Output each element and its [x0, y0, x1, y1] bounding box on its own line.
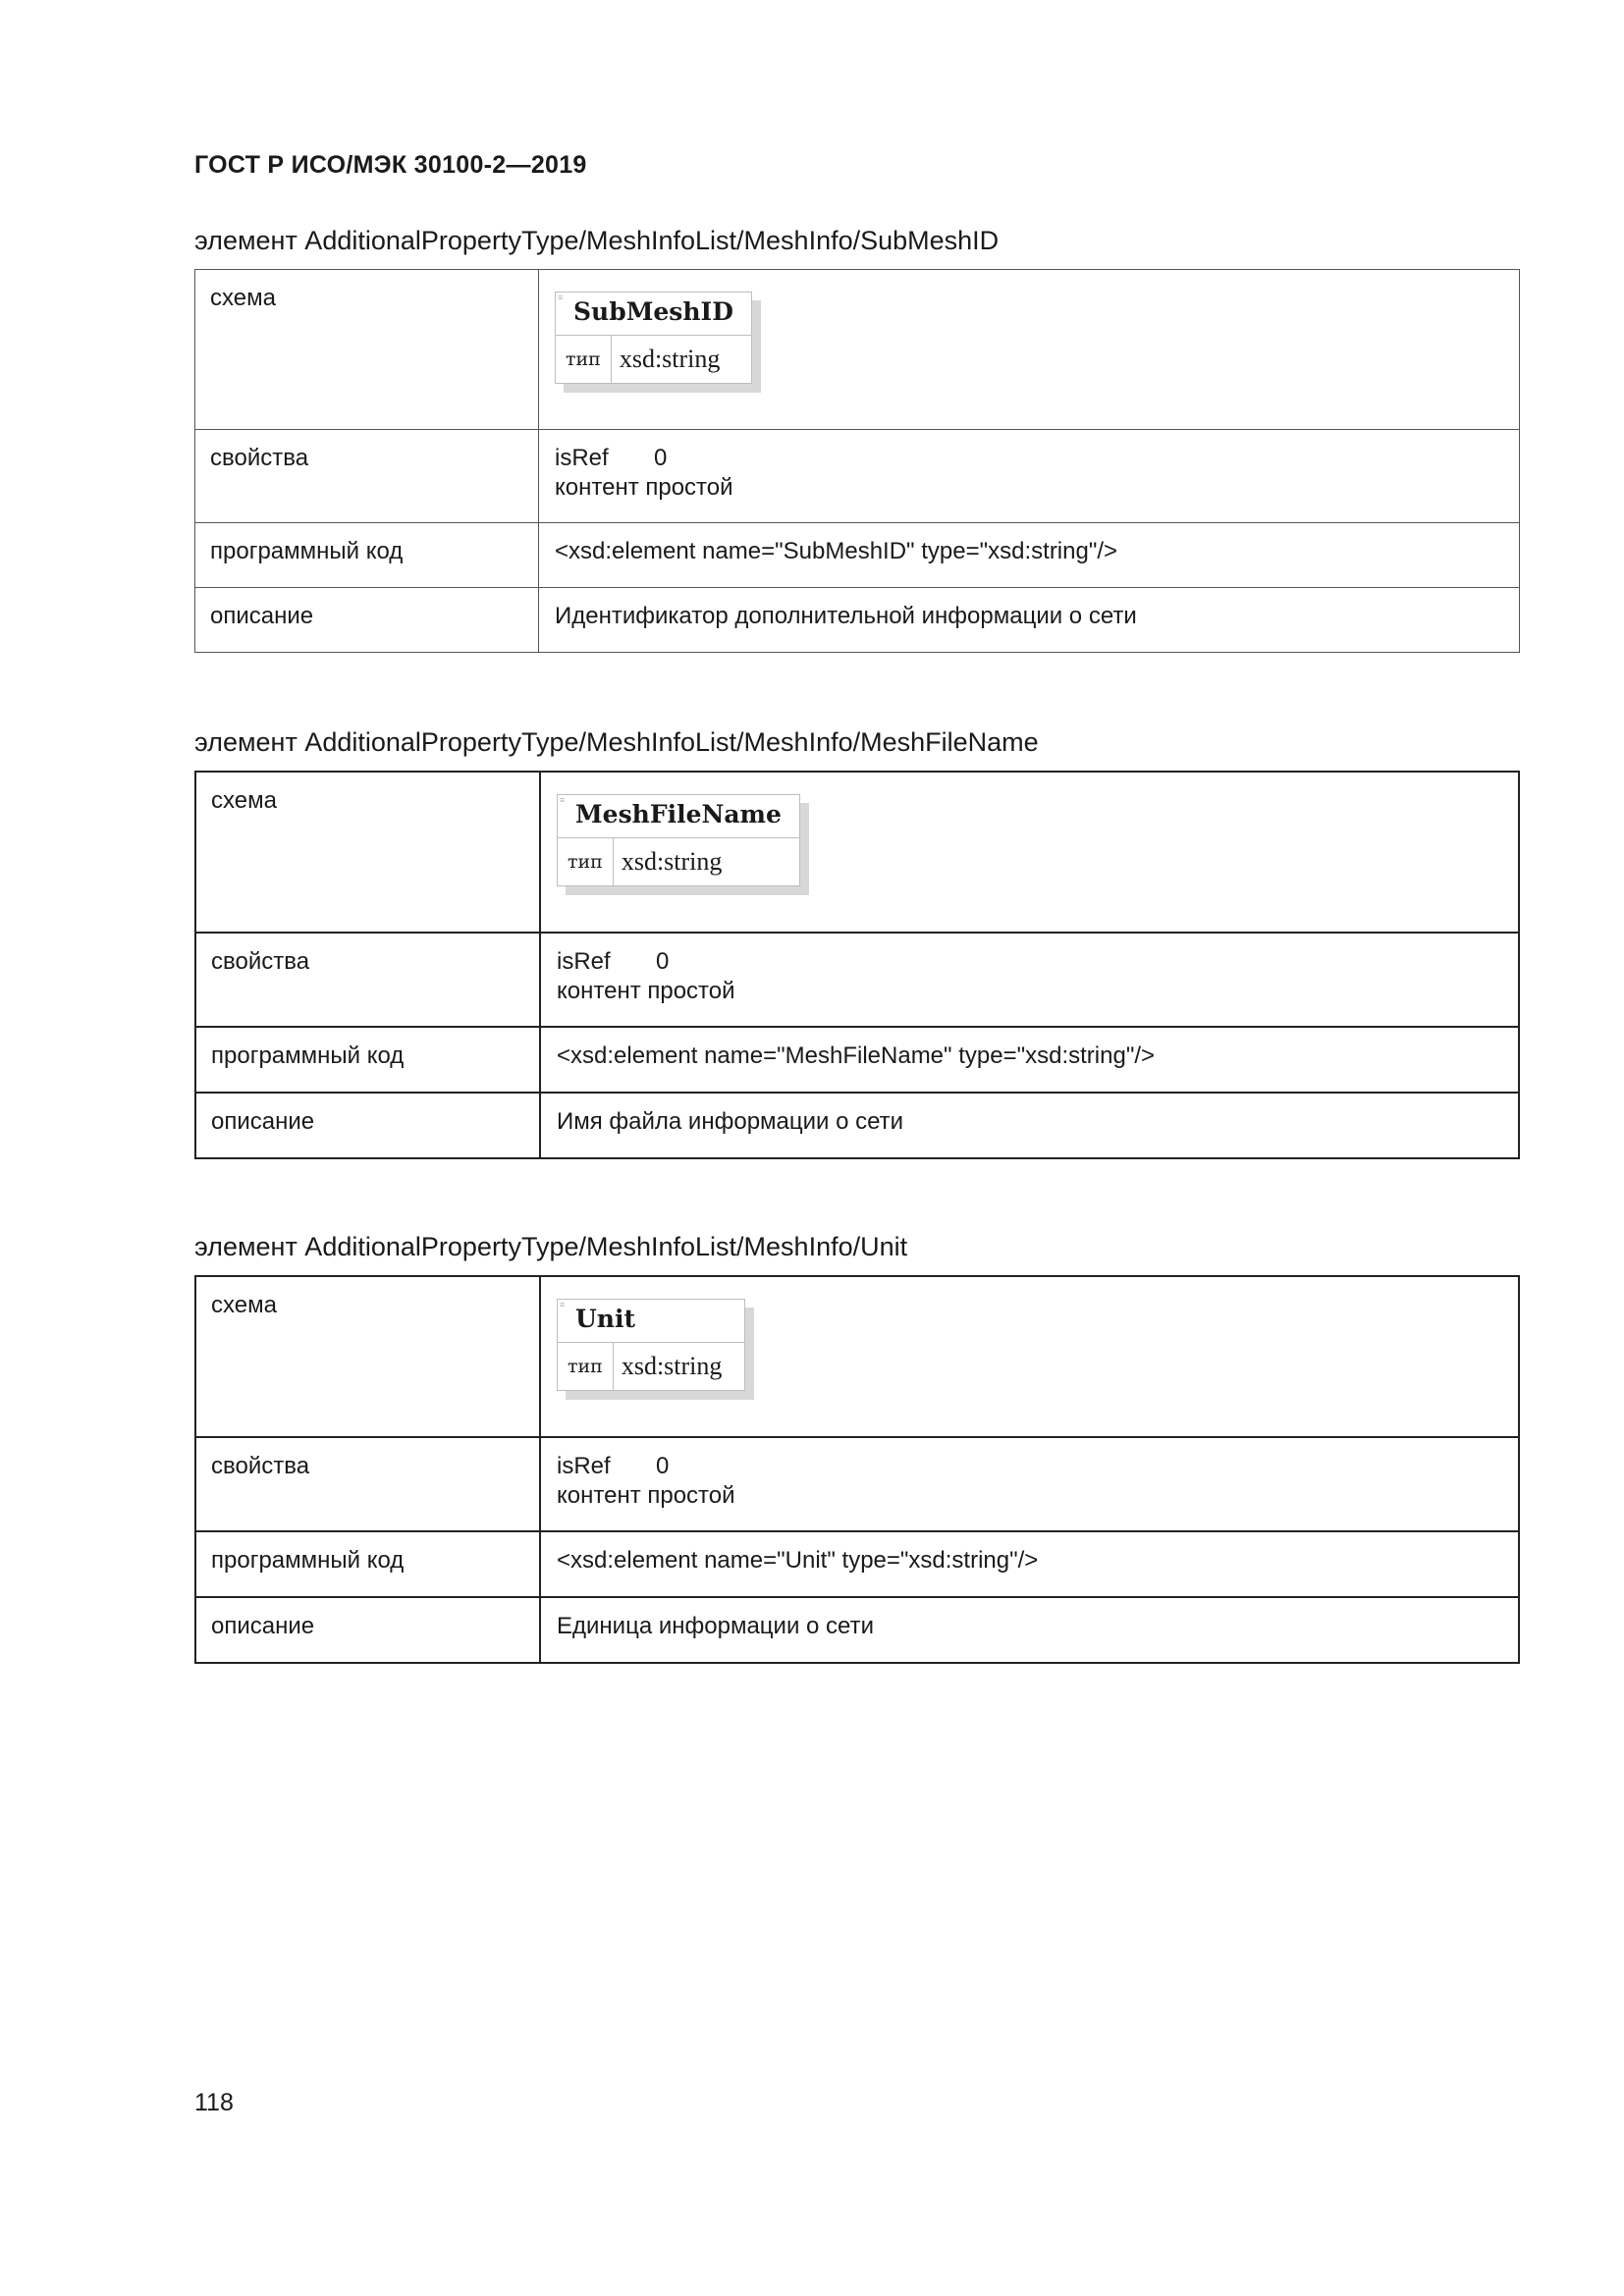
- isref-value: 0: [656, 948, 670, 975]
- schema-type-label: тип: [558, 1343, 614, 1390]
- properties-cell: [539, 430, 1520, 523]
- schema-element-name: SubMeshID: [556, 293, 751, 336]
- schema-cell: [540, 1276, 1519, 1437]
- schema-element-name: Unit: [558, 1300, 744, 1343]
- isref-key: isRef: [557, 1453, 611, 1479]
- row-label: схема: [195, 270, 539, 430]
- isref-value: 0: [656, 1453, 670, 1479]
- schema-diagram: [557, 1299, 745, 1391]
- schema-type-row: [558, 838, 799, 885]
- description-cell: Идентификатор дополнительной информации о сети: [539, 588, 1520, 653]
- code-cell: <xsd:element name="Unit" type="xsd:string"/>: [540, 1531, 1519, 1597]
- row-label: схема: [195, 1276, 540, 1437]
- schema-box: [557, 794, 800, 886]
- schema-diagram: [555, 292, 752, 384]
- section-title: элемент AdditionalPropertyType/MeshInfoList/MeshInfo/SubMeshID: [194, 226, 1000, 255]
- isref-property: [557, 1452, 1502, 1481]
- content-property: контент простой: [557, 978, 735, 1004]
- element-marker-icon: ≡: [560, 1300, 566, 1309]
- table-row: [195, 1531, 1519, 1597]
- row-label: программный код: [195, 1531, 540, 1597]
- schema-cell: [539, 270, 1520, 430]
- table-row: [195, 1437, 1519, 1531]
- document-header: ГОСТ Р ИСО/МЭК 30100-2—2019: [194, 151, 587, 179]
- row-label: описание: [195, 1597, 540, 1663]
- table-row: [195, 588, 1520, 653]
- code-cell: <xsd:element name="SubMeshID" type="xsd:string"/>: [539, 523, 1520, 588]
- element-marker-icon: ≡: [560, 795, 566, 805]
- table-row: [195, 1276, 1519, 1437]
- isref-key: isRef: [557, 948, 611, 975]
- row-label: свойства: [195, 1437, 540, 1531]
- code-cell: <xsd:element name="MeshFileName" type="xsd:string"/>: [540, 1027, 1519, 1093]
- row-label: программный код: [195, 1027, 540, 1093]
- table-row: [195, 1597, 1519, 1663]
- schema-type-row: [556, 336, 751, 383]
- description-cell: Единица информации о сети: [540, 1597, 1519, 1663]
- schema-type-value: xsd:string: [619, 345, 721, 373]
- element-table: [194, 269, 1520, 653]
- table-row: [195, 772, 1519, 933]
- isref-value: 0: [654, 445, 668, 471]
- schema-element-name: MeshFileName: [558, 795, 799, 838]
- description-cell: Имя файла информации о сети: [540, 1093, 1519, 1158]
- properties-cell: [540, 1437, 1519, 1531]
- schema-type-value: xsd:string: [621, 847, 723, 876]
- schema-cell: [540, 772, 1519, 933]
- schema-diagram: [557, 794, 800, 886]
- page-number: 118: [194, 2089, 234, 2116]
- element-section: [194, 1231, 1520, 1639]
- schema-type-label: тип: [558, 838, 614, 885]
- row-label: описание: [195, 1093, 540, 1158]
- schema-type-row: [558, 1343, 744, 1390]
- content-property: контент простой: [557, 1482, 735, 1509]
- row-label: свойства: [195, 933, 540, 1027]
- section-title: элемент AdditionalPropertyType/MeshInfoList/MeshInfo/Unit: [194, 1232, 908, 1261]
- element-section: [194, 726, 1520, 1135]
- section-title: элемент AdditionalPropertyType/MeshInfoList/MeshInfo/MeshFileName: [194, 727, 1039, 757]
- isref-property: [555, 444, 1503, 473]
- isref-key: isRef: [555, 445, 609, 471]
- table-row: [195, 1093, 1519, 1158]
- table-row: [195, 270, 1520, 430]
- table-row: [195, 1027, 1519, 1093]
- content-property: контент простой: [555, 474, 733, 501]
- row-label: свойства: [195, 430, 539, 523]
- element-section: [194, 225, 1520, 629]
- row-label: программный код: [195, 523, 539, 588]
- element-marker-icon: ≡: [558, 293, 564, 302]
- element-table: [194, 1275, 1520, 1664]
- table-row: [195, 933, 1519, 1027]
- table-row: [195, 523, 1520, 588]
- schema-box: [555, 292, 752, 384]
- schema-type-value: xsd:string: [621, 1352, 723, 1380]
- element-table: [194, 771, 1520, 1159]
- schema-box: [557, 1299, 745, 1391]
- row-label: схема: [195, 772, 540, 933]
- table-row: [195, 430, 1520, 523]
- row-label: описание: [195, 588, 539, 653]
- isref-property: [557, 947, 1502, 977]
- schema-type-label: тип: [556, 336, 612, 383]
- properties-cell: [540, 933, 1519, 1027]
